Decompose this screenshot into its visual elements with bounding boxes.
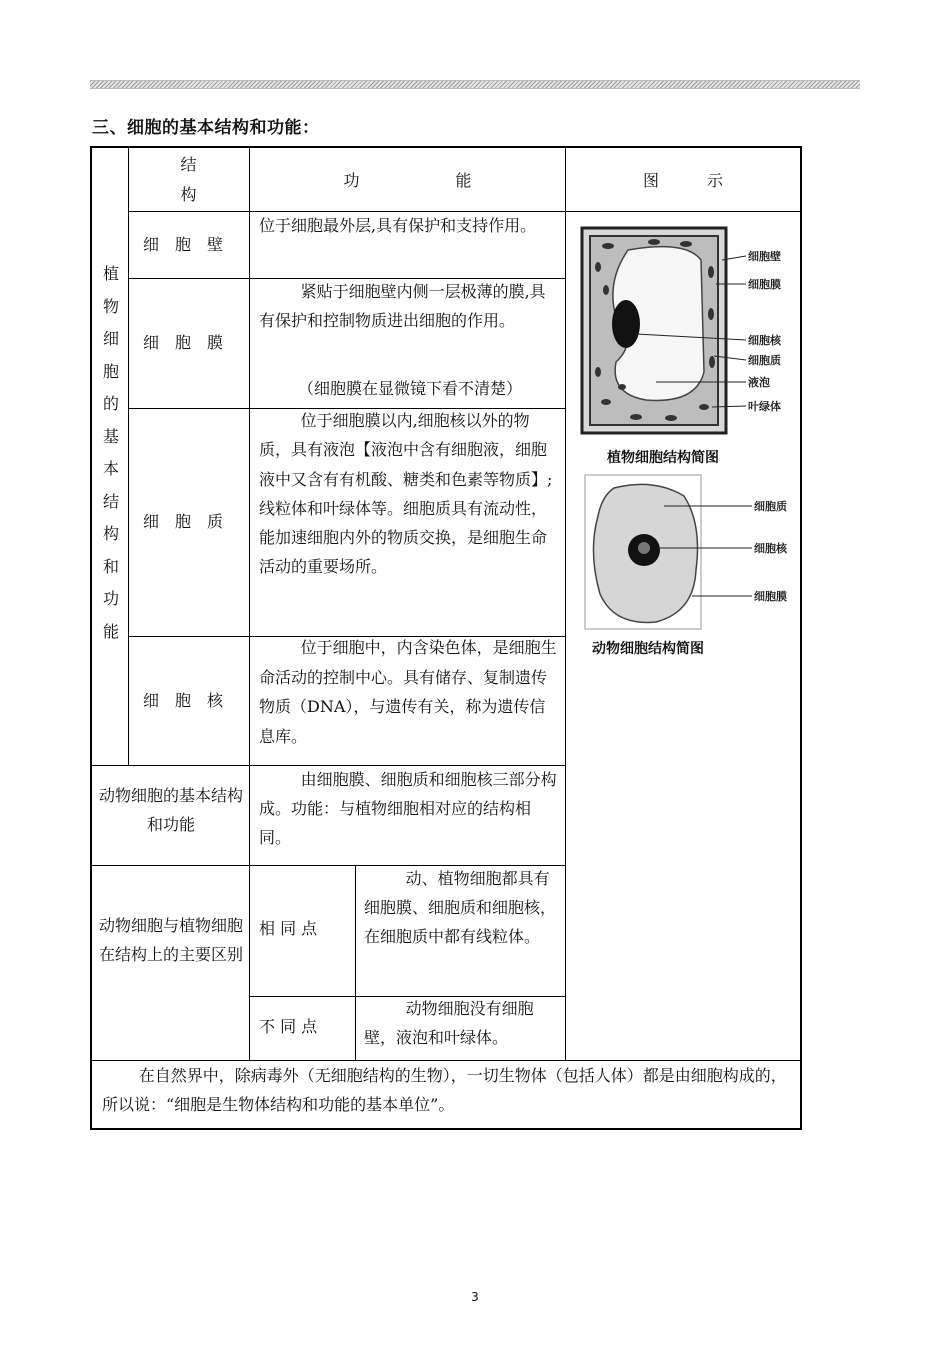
same-desc: 动、植物细胞都具有细胞膜、细胞质和细胞核，在细胞质中都有线粒体。 [364, 869, 557, 946]
grid-line [249, 148, 250, 1060]
animal-cell-diagram [584, 474, 798, 634]
animal-figure-caption: 动物细胞结构简图 [592, 641, 704, 657]
row-wall-name: 细 胞 壁 [143, 235, 224, 254]
animal-nucleolus [638, 542, 650, 554]
differ-label: 不 同 点 [259, 1017, 318, 1036]
grid-line [128, 148, 129, 765]
animal-desc: 由细胞膜、细胞质和细胞核三部分构成。功能：与植物细胞相对应的结构相同。 [259, 770, 557, 847]
plant-label-nucleus: 细胞核 [748, 334, 781, 347]
plant-cell-diagram [576, 222, 798, 442]
row-cytoplasm-name: 细 胞 质 [143, 512, 224, 531]
animal-label: 动物细胞的基本结构和功能 [98, 786, 243, 834]
plant-label-wall: 细胞壁 [748, 250, 781, 263]
header-figure: 图 示 [642, 171, 723, 190]
header-structure: 结 构 [180, 155, 197, 204]
row-wall-desc: 位于细胞最外层,具有保护和支持作用。 [259, 216, 537, 235]
plant-cell-side-label: 植 物 细 胞 的 基 本 结 构 和 功 能 [102, 264, 119, 641]
row-membrane-desc: 紧贴于细胞壁内侧一层极薄的膜,具有保护和控制物质进出细胞的作用。 [259, 282, 546, 330]
page-number: 3 [471, 1290, 479, 1304]
row-cytoplasm-desc: 位于细胞膜以内,细胞核以外的物质，具有液泡【液泡中含有细胞液，细胞液中又含有有机酸、糖类和色素等物质】;线粒体和叶绿体等。细胞质具有流动性，能加速细胞内外的物质交换，是细胞生命活动的重要场所。 [259, 411, 553, 577]
plant-label-chloroplast: 叶绿体 [748, 400, 781, 413]
animal-label-nucleus: 细胞核 [754, 542, 787, 555]
plant-figure-caption: 植物细胞结构简图 [607, 450, 719, 466]
plant-label-vacuole: 液泡 [748, 376, 770, 389]
differ-desc: 动物细胞没有细胞壁，液泡和叶绿体。 [364, 999, 534, 1047]
grid-line [355, 865, 356, 1060]
diff-label: 动物细胞与植物细胞在结构上的主要区别 [98, 916, 243, 964]
header-function: 功 能 [343, 171, 472, 190]
plant-nucleus [612, 300, 640, 348]
animal-label-membrane: 细胞膜 [754, 590, 787, 603]
row-nucleus-name: 细 胞 核 [143, 691, 224, 710]
grid-line [565, 148, 566, 1060]
row-nucleus-desc: 位于细胞中，内含染色体，是细胞生命活动的控制中心。具有储存、复制遗传物质（DNA），与遗传有关，称为遗传信息库。 [259, 638, 557, 746]
plant-label-cytoplasm: 细胞质 [748, 354, 781, 367]
footer-text: 在自然界中，除病毒外（无细胞结构的生物），一切生物体（包括人体）都是由细胞构成的，所以说：“细胞是生物体结构和功能的基本单位”。 [102, 1066, 787, 1114]
animal-label-cytoplasm: 细胞质 [754, 500, 787, 513]
same-label: 相 同 点 [259, 919, 318, 938]
section-heading: 三、细胞的基本结构和功能： [92, 118, 320, 138]
row-membrane-name: 细 胞 膜 [143, 333, 224, 352]
plant-label-membrane: 细胞膜 [748, 278, 781, 291]
row-membrane-note: （细胞膜在显微镜下看不清楚） [298, 379, 523, 398]
header-rule [90, 80, 860, 89]
